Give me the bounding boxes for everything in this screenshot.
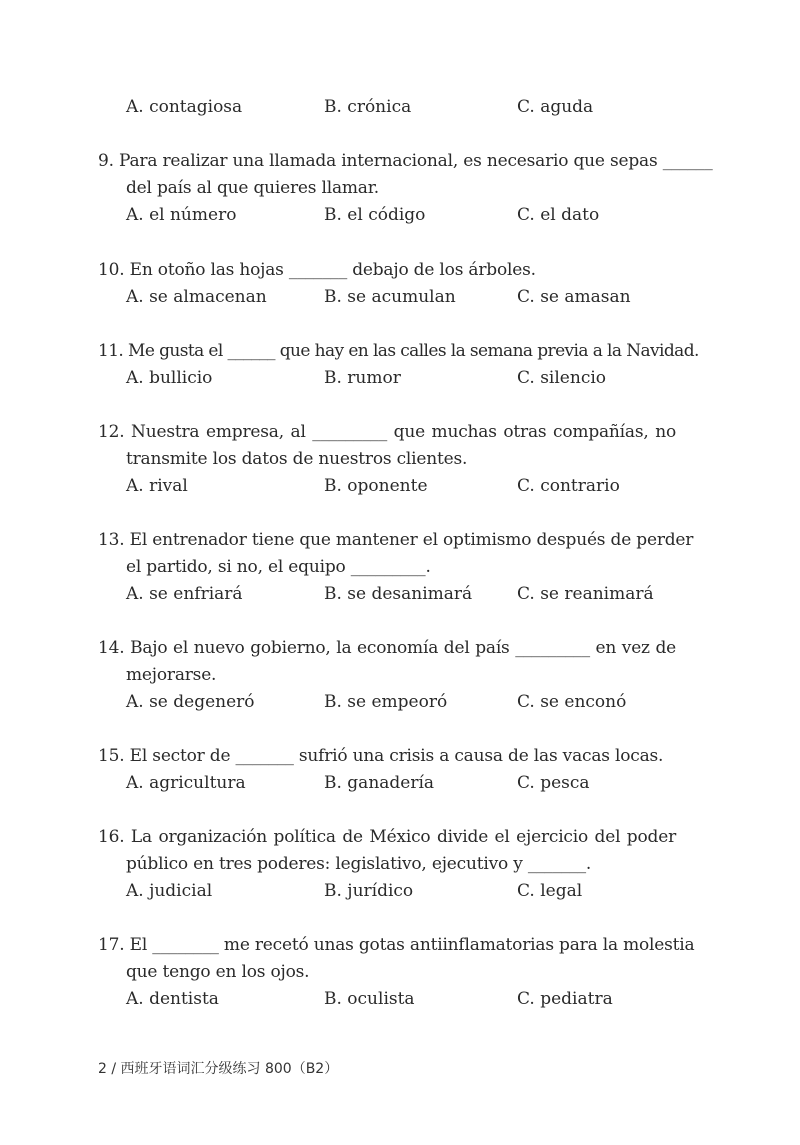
question-13-text: 13. El entrenador tiene que mantener el optimismo después de perder xyxy=(98,530,694,550)
question-16-options xyxy=(126,878,686,905)
question-13-text-cont: el partido, si no, el equipo _________. xyxy=(126,557,431,577)
page-footer: 2 / 西班牙语词汇分级练习 800（B2） xyxy=(98,1061,339,1077)
option-b: B. oculista xyxy=(324,989,415,1009)
option-c: C. legal xyxy=(517,881,583,901)
question-12-options xyxy=(126,473,686,500)
question-8-options xyxy=(126,94,686,121)
option-c: C. se reanimará xyxy=(517,584,654,604)
question-10-options xyxy=(126,284,686,311)
question-13-options xyxy=(126,581,686,608)
option-c: C. aguda xyxy=(517,97,594,117)
option-b: B. rumor xyxy=(324,368,401,388)
question-17-text: 17. El ________ me recetó unas gotas antiinflamatorias para la molestia xyxy=(98,935,695,955)
option-a: A. rival xyxy=(126,476,188,496)
question-15-options xyxy=(126,770,686,797)
option-b: B. el código xyxy=(324,205,426,225)
question-16-text-cont: público en tres poderes: legislativo, ejecutivo y _______. xyxy=(126,854,592,874)
question-15-text: 15. El sector de _______ sufrió una crisis a causa de las vacas locas. xyxy=(98,746,664,766)
question-12-text: 12. Nuestra empresa, al _________ que muchas otras compañías, no xyxy=(98,422,676,442)
option-a: A. se almacenan xyxy=(126,287,267,307)
question-16-text: 16. La organización política de México divide el ejercicio del poder xyxy=(98,827,676,847)
option-b: B. jurídico xyxy=(324,881,414,901)
option-c: C. se amasan xyxy=(517,287,631,307)
question-14-text-cont: mejorarse. xyxy=(126,665,217,685)
question-11-text: 11. Me gusta el ______ que hay en las calles la semana previa a la Navidad. xyxy=(98,341,699,361)
option-b: B. oponente xyxy=(324,476,428,496)
option-a: A. contagiosa xyxy=(126,97,243,117)
option-a: A. judicial xyxy=(126,881,213,901)
option-b: B. se acumulan xyxy=(324,287,456,307)
option-c: C. el dato xyxy=(517,205,600,225)
option-c: C. silencio xyxy=(517,368,607,388)
question-9-options xyxy=(126,202,686,229)
question-14-text: 14. Bajo el nuevo gobierno, la economía del país _________ en vez de xyxy=(98,638,676,658)
option-b: B. se desanimará xyxy=(324,584,473,604)
option-a: A. agricultura xyxy=(126,773,246,793)
question-10-text: 10. En otoño las hojas _______ debajo de los árboles. xyxy=(98,260,536,280)
question-9-text: 9. Para realizar una llamada internacional, es necesario que sepas ______ xyxy=(98,151,713,171)
option-b: B. ganadería xyxy=(324,773,435,793)
question-14-options xyxy=(126,689,686,716)
question-12-text-cont: transmite los datos de nuestros clientes. xyxy=(126,449,468,469)
option-a: A. se degeneró xyxy=(126,692,255,712)
option-c: C. se enconó xyxy=(517,692,627,712)
option-c: C. pediatra xyxy=(517,989,613,1009)
question-9-text-cont: del país al que quieres llamar. xyxy=(126,178,380,198)
option-a: A. se enfriará xyxy=(126,584,243,604)
option-b: B. se empeoró xyxy=(324,692,448,712)
option-c: C. pesca xyxy=(517,773,590,793)
option-a: A. bullicio xyxy=(126,368,213,388)
option-b: B. crónica xyxy=(324,97,412,117)
question-11-options xyxy=(126,365,686,392)
option-c: C. contrario xyxy=(517,476,620,496)
option-a: A. dentista xyxy=(126,989,219,1009)
question-17-options xyxy=(126,986,686,1013)
question-17-text-cont: que tengo en los ojos. xyxy=(126,962,310,982)
option-a: A. el número xyxy=(126,205,237,225)
